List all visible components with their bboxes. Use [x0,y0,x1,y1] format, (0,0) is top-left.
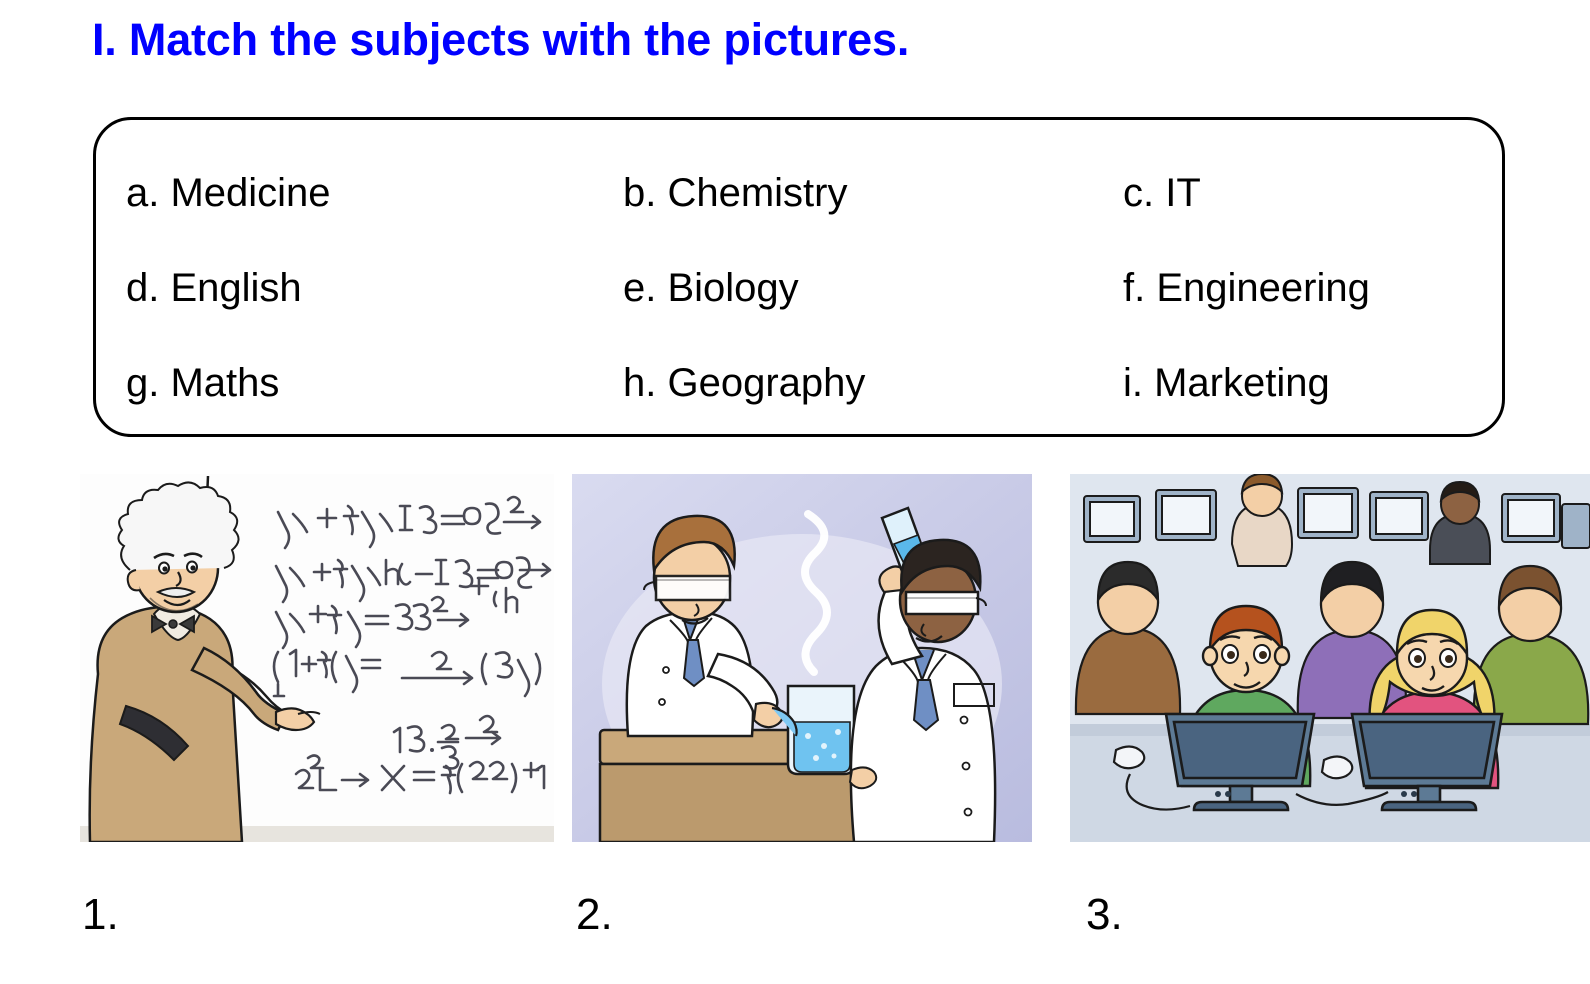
picture-3-it [1070,474,1590,842]
picture-number-1: 1. [82,890,119,939]
option-e: e. Biology [623,266,799,310]
picture-1-maths [80,474,554,842]
option-h: h. Geography [623,361,866,405]
picture-2-chemistry [572,474,1032,842]
option-b: b. Chemistry [623,171,848,215]
picture-number-2: 2. [576,890,613,939]
option-d: d. English [126,266,302,310]
option-a: a. Medicine [126,171,331,215]
picture-row [0,474,1590,844]
option-c: c. IT [1123,171,1201,215]
option-g: g. Maths [126,361,280,405]
picture-number-3: 3. [1086,890,1123,939]
option-i: i. Marketing [1123,361,1330,405]
page-title: I. Match the subjects with the pictures. [92,14,910,65]
options-box [93,117,1505,437]
options-grid [126,146,1476,431]
option-f: f. Engineering [1123,266,1370,310]
